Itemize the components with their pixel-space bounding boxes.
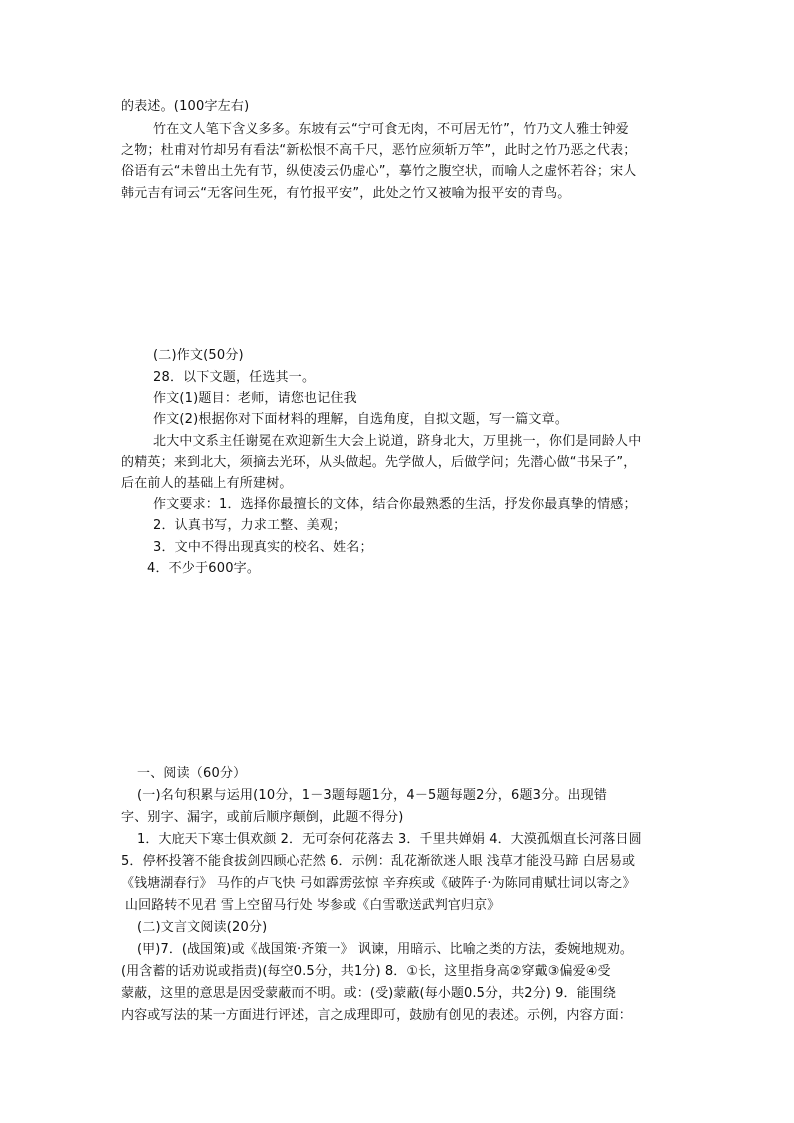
essay-option: 作文(1)题目：老师，请您也记住我 [153,391,357,406]
text-line: 之物；杜甫对竹却另有看法“新松恨不高千尺，恶竹应须斩万竿”，此时之竹乃恶之代表； [121,143,637,158]
answer-line: 蒙蔽，这里的意思是因受蒙蔽而不明。或：(受)蒙蔽(每小题0.5分，共2分) 9．能围绕 [121,986,616,1001]
text-line: 后在前人的基础上有所建树。 [121,476,293,491]
question-line: 28．以下文题，任选其一。 [153,370,316,385]
section-heading: (二)文言文阅读(20分) [137,920,268,935]
text-line: 韩元吉有词云“无客问生死，有竹报平安”，此处之竹又被喻为报平安的青鸟。 [121,186,571,201]
answer-line: 山回路转不见君 雪上空留马行处 岑参或《白雪歌送武判官归京》 [125,898,501,913]
answer-line: 5．停杯投箸不能食拔剑四顾心茫然 6．示例：乱花渐欲迷人眼 浅草才能没马蹄 白居易或 [121,854,636,869]
text-line: 北大中文系主任谢冕在欢迎新生大会上说道，跻身北大，万里挑一，你们是同龄人中 [153,434,642,449]
requirement-line: 3．文中不得出现真实的校名、姓名； [153,540,373,555]
essay-option: 作文(2)根据你对下面材料的理解，自选角度，自拟文题，写一篇文章。 [153,412,569,427]
answer-line: 内容或写法的某一方面进行评述，言之成理即可，鼓励有创见的表述。示例，内容方面： [121,1008,632,1023]
requirement-line: 作文要求：1．选择你最擅长的文体，结合你最熟悉的生活，抒发你最真挚的情感； [153,497,637,512]
answer-line: (甲)7．(战国策)或《战国策·齐策一》 讽谏，用暗示、比喻之类的方法，委婉地规劝。 [137,942,634,957]
text-line: (一)名句积累与运用(10分，1－3题每题1分，4－5题每题2分，6题3分。出现错 [137,788,608,803]
text-line: 的精英；来到北大，须摘去光环，从头做起。先学做人，后做学问；先潜心做“书呆子”， [121,455,637,470]
section-heading: (二)作文(50分) [153,348,244,363]
answer-line: 《钱塘湖春行》 马作的卢飞快 弓如霹雳弦惊 辛弃疾或《破阵子·为陈同甫赋壮词以寄之》 [121,876,636,891]
section-heading: 一、阅读（60分） [137,766,247,781]
answer-line: 1．大庇天下寒士俱欢颜 2．无可奈何花落去 3．千里共婵娟 4．大漠孤烟直长河落日圆 [137,832,642,847]
requirement-line: 2．认真书写，力求工整、美观； [153,518,347,533]
answer-line: (用含蓄的话劝说或指责)(每空0.5分，共1分) 8．①长，这里指身高②穿戴③偏爱④受 [121,964,611,979]
text-line: 俗语有云“未曾出土先有节，纵使凌云仍虚心”，摹竹之腹空状，而喻人之虚怀若谷；宋人 [121,164,637,179]
text-line: 竹在文人笔下含义多多。东坡有云“宁可食无肉，不可居无竹”，竹乃文人雅士钟爱 [153,122,629,137]
requirement-line: 4．不少于600字。 [147,561,261,576]
text-line: 字、别字、漏字，或前后顺序颠倒，此题不得分) [121,810,404,825]
text-line: 的表述。(100字左右) [121,99,250,114]
